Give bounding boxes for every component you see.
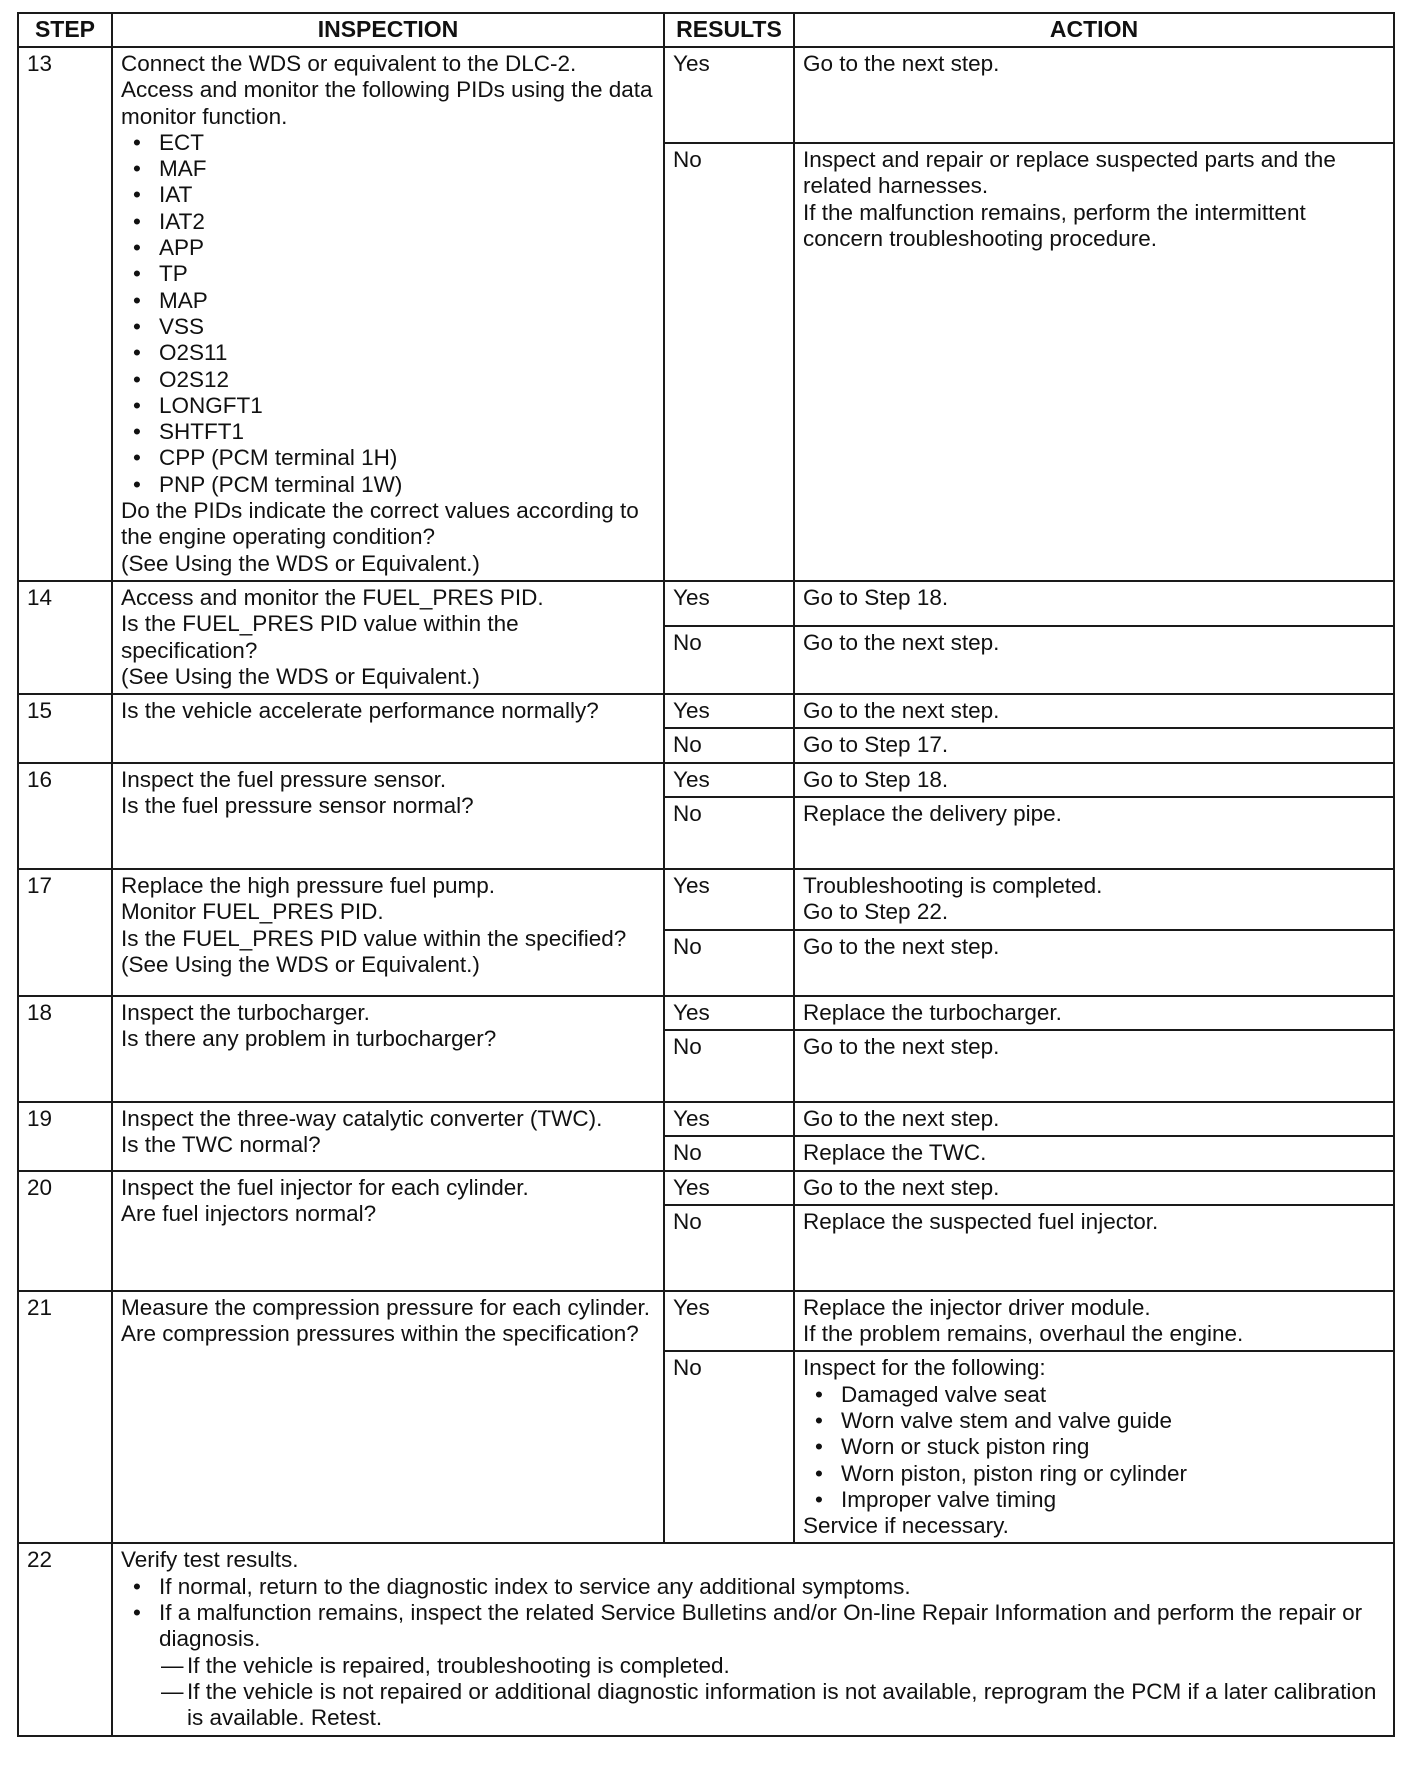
step-number: 13 (18, 47, 112, 581)
header-results: RESULTS (664, 13, 794, 47)
step-number: 19 (18, 1102, 112, 1171)
action-yes (794, 996, 1394, 1030)
verify-item: • If normal, return to the diagnostic index to service any additional symptoms. (133, 1574, 1385, 1600)
pid-item: • IAT2 (133, 209, 655, 235)
inspection-line: (See Using the WDS or Equivalent.) (121, 663, 480, 689)
inspect-item: • Worn piston, piston ring or cylinder (815, 1461, 1385, 1487)
step-number: 21 (18, 1291, 112, 1544)
inspection-line: Access and monitor the following PIDs using the data monitor function. (121, 77, 653, 129)
action-line: Go to the next step. (803, 1105, 1000, 1131)
action-line: Go to the next step. (803, 933, 1000, 959)
step-number: 14 (18, 581, 112, 694)
result-yes: Yes (664, 1171, 794, 1205)
action-yes (794, 1102, 1394, 1136)
inspect-item: • Damaged valve seat (815, 1382, 1385, 1408)
pid-item: • CPP (PCM terminal 1H) (133, 445, 655, 471)
step-17-inspection (112, 869, 664, 996)
verify-sublist (121, 1653, 1385, 1732)
diagnostic-procedure (17, 12, 1393, 1737)
action-line: Replace the TWC. (803, 1140, 987, 1166)
step-22-verify (112, 1543, 1394, 1735)
action-line: Replace the suspected fuel injector. (803, 1208, 1159, 1234)
result-no: No (664, 1030, 794, 1102)
pid-item: • PNP (PCM terminal 1W) (133, 472, 655, 498)
step-16-inspection (112, 763, 664, 869)
step-16-yes-row (18, 763, 1394, 797)
inspection-line: Are compression pressures within the specification? (121, 1321, 639, 1347)
inspection-line: Is there any problem in turbocharger? (121, 1025, 497, 1051)
pid-item: • MAF (133, 156, 655, 182)
pid-item: • LONGFT1 (133, 393, 655, 419)
verify-title: Verify test results. (121, 1547, 299, 1573)
action-no (794, 1351, 1394, 1543)
result-yes: Yes (664, 1291, 794, 1352)
action-no (794, 930, 1394, 996)
result-no: No (664, 626, 794, 694)
verify-item: • If a malfunction remains, inspect the related Service Bulletins and/or On-line Repair Information and perform the repair or diagnosis. (133, 1600, 1385, 1653)
inspection-line: Is the TWC normal? (121, 1132, 321, 1158)
result-no: No (664, 143, 794, 581)
inspection-question: Do the PIDs indicate the correct values according to the engine operating condition? (121, 498, 639, 550)
action-no (794, 626, 1394, 694)
step-17-yes-row (18, 869, 1394, 930)
inspect-item: • Worn valve stem and valve guide (815, 1408, 1385, 1434)
step-number: 20 (18, 1171, 112, 1291)
pid-item: • TP (133, 261, 655, 287)
action-line: Go to the next step. (803, 1033, 1000, 1059)
pid-item: • VSS (133, 314, 655, 340)
step-number: 17 (18, 869, 112, 996)
pid-item: • IAT (133, 182, 655, 208)
action-line: If the problem remains, overhaul the engine. (803, 1321, 1244, 1347)
inspection-line: Inspect the turbocharger. (121, 999, 370, 1025)
inspection-line: Access and monitor the FUEL_PRES PID. (121, 584, 544, 610)
step-13-inspection (112, 47, 664, 581)
result-yes: Yes (664, 694, 794, 728)
action-yes (794, 869, 1394, 930)
step-18-inspection (112, 996, 664, 1102)
inspection-reference: (See Using the WDS or Equivalent.) (121, 550, 480, 576)
header-inspection: INSPECTION (112, 13, 664, 47)
action-no (794, 728, 1394, 762)
troubleshooting-table (17, 12, 1395, 1737)
pid-item: • ECT (133, 130, 655, 156)
action-yes (794, 1291, 1394, 1352)
result-no: No (664, 930, 794, 996)
action-outro: Service if necessary. (803, 1513, 1009, 1539)
action-yes (794, 581, 1394, 626)
pid-item: • O2S11 (133, 340, 655, 366)
step-21-inspection (112, 1291, 664, 1544)
inspection-line: (See Using the WDS or Equivalent.) (121, 951, 480, 977)
inspection-line: Connect the WDS or equivalent to the DLC-2. (121, 51, 577, 76)
action-line: Replace the injector driver module. (803, 1294, 1151, 1320)
table-header-row (18, 13, 1394, 47)
step-13-yes-row (18, 47, 1394, 143)
inspection-line: Is the fuel pressure sensor normal? (121, 793, 474, 819)
inspection-line: Inspect the three-way catalytic converter (TWC). (121, 1105, 603, 1131)
inspection-line: Inspect the fuel pressure sensor. (121, 766, 447, 792)
result-yes: Yes (664, 581, 794, 626)
pid-item: • MAP (133, 288, 655, 314)
result-no: No (664, 1205, 794, 1291)
action-line: Replace the turbocharger. (803, 999, 1062, 1025)
action-line: Inspect and repair or replace suspected parts and the related harnesses. (803, 146, 1336, 199)
action-line: Go to Step 22. (803, 899, 949, 925)
inspection-line: Measure the compression pressure for each cylinder. (121, 1294, 651, 1320)
step-15-yes-row (18, 694, 1394, 728)
header-action: ACTION (794, 13, 1394, 47)
step-14-inspection (112, 581, 664, 694)
action-no (794, 797, 1394, 869)
step-number: 18 (18, 996, 112, 1102)
result-no: No (664, 1351, 794, 1543)
step-18-yes-row (18, 996, 1394, 1030)
verify-subitem: — If the vehicle is repaired, troubleshooting is completed. (161, 1653, 1385, 1679)
inspection-line: Are fuel injectors normal? (121, 1200, 377, 1226)
action-no (794, 1136, 1394, 1170)
inspect-list (803, 1382, 1385, 1513)
action-yes (794, 694, 1394, 728)
result-yes: Yes (664, 763, 794, 797)
verify-subitem: — If the vehicle is not repaired or additional diagnostic information is not available, reprogram the PCM if a later calibration is available. Retest. (161, 1679, 1385, 1732)
action-no (794, 143, 1394, 581)
action-no (794, 1030, 1394, 1102)
verify-list (121, 1574, 1385, 1653)
step-14-yes-row (18, 581, 1394, 626)
action-line: Troubleshooting is completed. (803, 873, 1103, 899)
action-no (794, 1205, 1394, 1291)
result-no: No (664, 1136, 794, 1170)
step-20-inspection (112, 1171, 664, 1291)
inspection-line: Replace the high pressure fuel pump. (121, 873, 495, 899)
result-yes: Yes (664, 47, 794, 143)
action-line: Go to Step 18. (803, 584, 949, 610)
result-yes: Yes (664, 1102, 794, 1136)
action-yes (794, 763, 1394, 797)
action-line: Go to Step 18. (803, 766, 949, 792)
inspection-line: Is the FUEL_PRES PID value within the specified? (121, 925, 627, 951)
result-no: No (664, 728, 794, 762)
step-number: 16 (18, 763, 112, 869)
inspection-line: Monitor FUEL_PRES PID. (121, 899, 384, 925)
header-step: STEP (18, 13, 112, 47)
pid-item: • APP (133, 235, 655, 261)
step-20-yes-row (18, 1171, 1394, 1205)
inspection-line: Is the vehicle accelerate performance normally? (121, 698, 599, 724)
action-line: If the malfunction remains, perform the intermittent concern troubleshooting procedure. (803, 199, 1306, 251)
result-no: No (664, 797, 794, 869)
result-yes: Yes (664, 869, 794, 930)
action-line: Go to the next step. (803, 51, 1000, 76)
action-line: Go to the next step. (803, 630, 1000, 656)
step-21-yes-row (18, 1291, 1394, 1352)
action-line: Go to the next step. (803, 1174, 1000, 1200)
step-number: 15 (18, 694, 112, 763)
step-15-inspection (112, 694, 664, 763)
inspect-item: • Improper valve timing (815, 1487, 1385, 1513)
step-19-inspection (112, 1102, 664, 1171)
step-number: 22 (18, 1543, 112, 1735)
pid-list (121, 130, 655, 498)
inspection-line: Is the FUEL_PRES PID value within the specification? (121, 611, 519, 663)
inspection-line: Inspect the fuel injector for each cylinder. (121, 1174, 529, 1200)
action-yes (794, 1171, 1394, 1205)
step-22-row (18, 1543, 1394, 1735)
inspect-item: • Worn or stuck piston ring (815, 1434, 1385, 1460)
action-line: Go to the next step. (803, 698, 1000, 724)
action-intro: Inspect for the following: (803, 1355, 1046, 1381)
action-line: Replace the delivery pipe. (803, 801, 1062, 827)
pid-item: • SHTFT1 (133, 419, 655, 445)
action-line: Go to Step 17. (803, 732, 949, 758)
pid-item: • O2S12 (133, 367, 655, 393)
step-19-yes-row (18, 1102, 1394, 1136)
action-yes (794, 47, 1394, 143)
result-yes: Yes (664, 996, 794, 1030)
